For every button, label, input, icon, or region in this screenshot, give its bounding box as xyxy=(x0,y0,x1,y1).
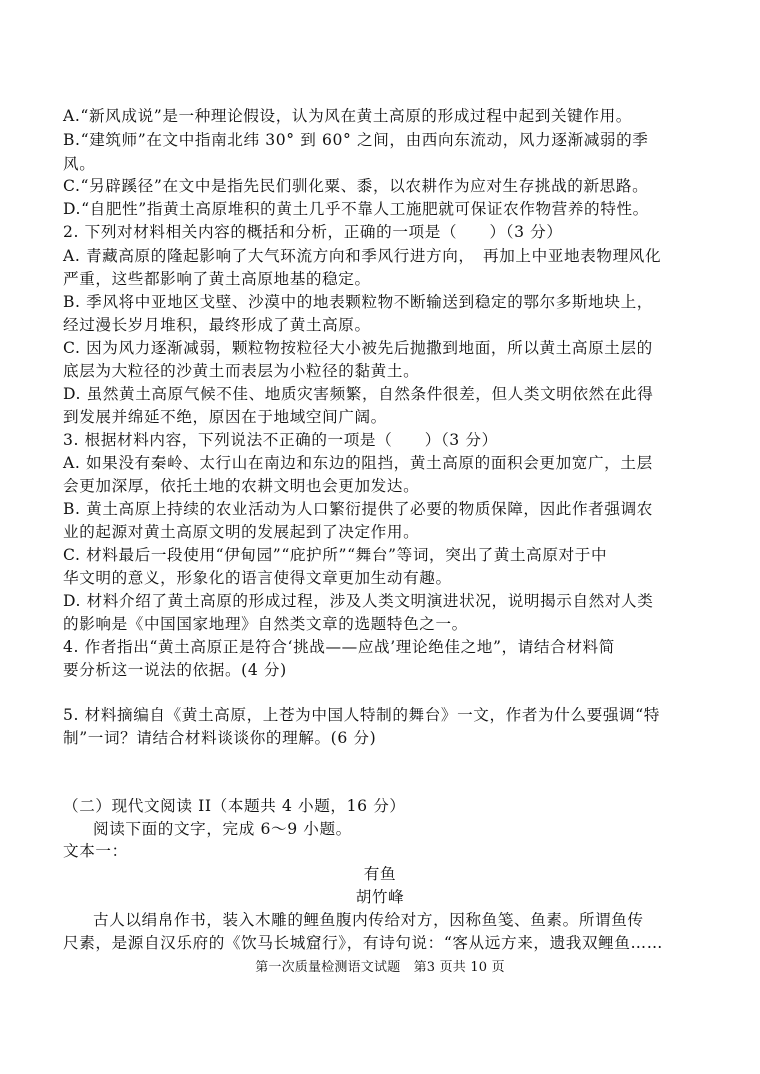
option-2a-cont: 严重，这些都影响了黄土高原地基的稳定。 xyxy=(63,270,371,288)
question-4: 4. 作者指出“黄土高原正是符合‘挑战——应战’理论绝佳之地”，请结合材料简 xyxy=(63,638,615,656)
question-3: 3. 根据材料内容，下列说法不正确的一项是（ ）（3 分） xyxy=(63,431,498,449)
section-heading: （二）现代文阅读 II（本题共 4 小题，16 分） xyxy=(63,797,406,815)
option-2d: D. 虽然黄土高原气候不佳、地质灾害频繁，自然条件很差，但人类文明依然在此得 xyxy=(63,385,654,403)
question-2: 2. 下列对材料相关内容的概括和分析，正确的一项是（ ）（3 分） xyxy=(63,223,563,241)
option-2c-cont: 底层为大粒径的沙黄土而表层为小粒径的黏黄土。 xyxy=(63,362,420,380)
option-3c-cont: 华文明的意义，形象化的语言使得文章更加生动有趣。 xyxy=(63,569,452,587)
option-1d: D.“自肥性”指黄土高原堆积的黄土几乎不靠人工施肥就可保证农作物营养的特性。 xyxy=(63,200,649,218)
option-2b: B. 季风将中亚地区戈壁、沙漠中的地表颗粒物不断输送到稳定的鄂尔多斯地块上， xyxy=(63,293,653,311)
option-2a: A. 青藏高原的隆起影响了大气环流方向和季风行进方向， 再加上中亚地表物理风化 xyxy=(63,247,662,265)
option-1a: A.“新风成说”是一种理论假设，认为风在黄土高原的形成过程中起到关键作用。 xyxy=(63,107,632,125)
option-1c: C.“另辟蹊径”在文中是指先民们驯化粟、黍，以农耕作为应对生存挑战的新思路。 xyxy=(63,177,649,195)
question-5: 5. 材料摘编自《黄土高原，上苍为中国人特制的舞台》一文，作者为什么要强调“特 xyxy=(63,706,660,724)
section-instruction: 阅读下面的文字，完成 6～9 小题。 xyxy=(93,820,352,838)
question-5-cont: 制”一词？请结合材料谈谈你的理解。(6 分) xyxy=(63,729,377,747)
question-4-cont: 要分析这一说法的依据。(4 分) xyxy=(63,661,287,679)
article-author: 胡竹峰 xyxy=(355,888,405,906)
text-one-label: 文本一： xyxy=(63,842,128,860)
option-1b: B.“建筑师”在文中指南北纬 30° 到 60° 之间，由西向东流动，风力逐渐减弱的季 xyxy=(63,131,649,149)
option-3d-cont: 的影响是《中国国家地理》自然类文章的选题特色之一。 xyxy=(63,615,468,633)
option-3b: B. 黄土高原上持续的农业活动为人口繁衍提供了必要的物质保障，因此作者强调农 xyxy=(63,500,653,518)
page-footer: 第一次质量检测语文试题 第3 页共 10 页 xyxy=(255,960,505,975)
option-1b-cont: 风。 xyxy=(63,155,96,173)
article-paragraph: 古人以绢帛作书，装入木雕的鲤鱼腹内传给对方，因称鱼笺、鱼素。所谓鱼传 xyxy=(93,911,644,929)
option-3b-cont: 业的起源对黄土高原文明的发展起到了决定作用。 xyxy=(63,523,420,541)
option-2b-cont: 经过漫长岁月堆积，最终形成了黄土高原。 xyxy=(63,316,371,334)
option-3a-cont: 会更加深厚，依托土地的农耕文明也会更加发达。 xyxy=(63,477,420,495)
article-paragraph-cont: 尺素，是源自汉乐府的《饮马长城窟行》，有诗句说：“客从远方来，遗我双鲤鱼…… xyxy=(63,934,663,952)
article-title: 有鱼 xyxy=(363,865,397,883)
option-3a: A. 如果没有秦岭、太行山在南边和东边的阻挡，黄土高原的面积会更加宽广，土层 xyxy=(63,454,653,472)
option-2d-cont: 到发展并绵延不绝，原因在于地域空间广阔。 xyxy=(63,408,387,426)
option-3c: C. 材料最后一段使用“伊甸园”“庇护所”“舞台”等词，突出了黄土高原对于中 xyxy=(63,546,608,564)
option-3d: D. 材料介绍了黄土高原的形成过程，涉及人类文明演进状况，说明揭示自然对人类 xyxy=(63,592,654,610)
option-2c: C. 因为风力逐渐减弱，颗粒物按粒径大小被先后抛撒到地面，所以黄土高原土层的 xyxy=(63,339,653,357)
